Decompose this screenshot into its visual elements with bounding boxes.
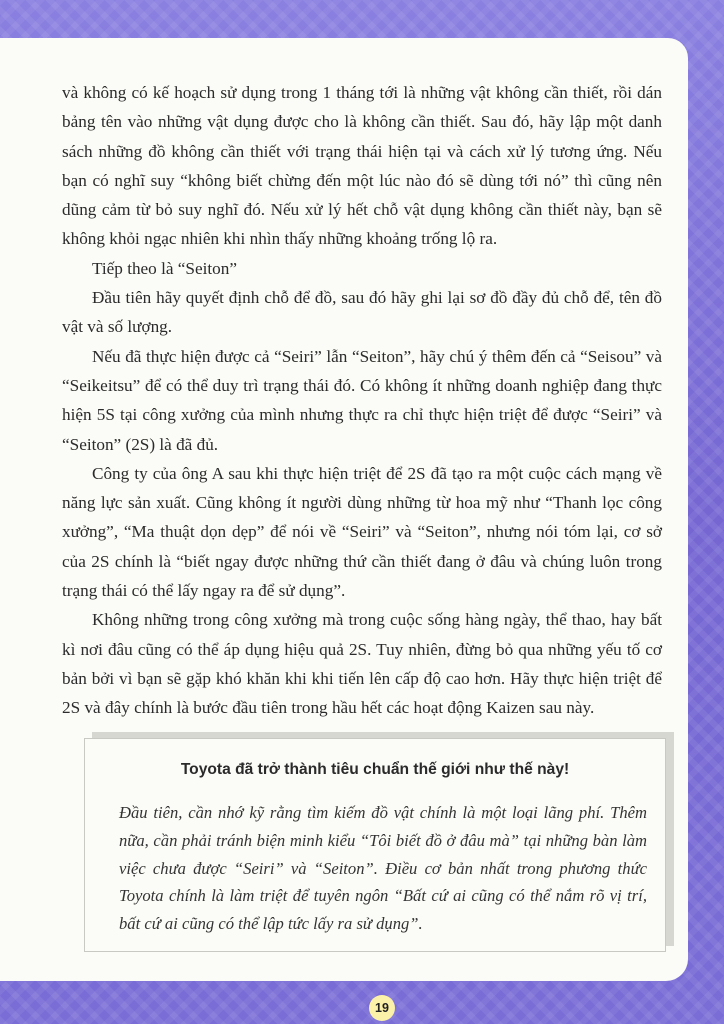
paragraph: Nếu đã thực hiện được cả “Seiri” lẫn “Seiton”, hãy chú ý thêm đến cả “Seisou” và “Seikeitsu” để có thể duy trì trạng thái đó. Có không ít những doanh nghiệp đang thực hiện 5S tại công xưởng của mình nhưng thực ra chỉ thực hiện triệt để được “Seiri” và “Seiton” (2S) là đã đủ. [62, 346, 662, 454]
callout-title: Toyota đã trở thành tiêu chuẩn thế giới như thế này! [180, 761, 570, 778]
callout-text: Đầu tiên, cần nhớ kỹ rằng tìm kiếm đồ vật chính là một loại lãng phí. Thêm nữa, cần phải tránh biện minh kiểu “Tôi biết đồ ở đâu mà” tại những bàn làm việc chưa được “Seiri” và “Seiton”. Điều cơ bản nhất trong phương thức Toyota chính là làm triệt để tuyên ngôn “Bất cứ ai cũng có thể nắm rõ vị trí, bất cứ ai cũng có thể lập tức lấy ra sử dụng”. [119, 803, 647, 934]
paragraph: Đầu tiên hãy quyết định chỗ để đồ, sau đó hãy ghi lại sơ đồ đầy đủ chỗ để, tên đồ vật và số lượng. [62, 288, 662, 337]
paragraph: Không những trong công xưởng mà trong cuộc sống hàng ngày, thể thao, hay bất kì nơi đâu cũng có thể áp dụng hiệu quả 2S. Tuy nhiên, đừng bỏ qua những yếu tố cơ bản bởi vì bạn sẽ gặp khó khăn khi khi tiến lên cấp độ cao hơn. Hãy thực hiện triệt để 2S và đây chính là bước đầu tiên trong hầu hết các hoạt động Kaizen sau này. [62, 610, 662, 718]
paragraph: Tiếp theo là “Seiton” [92, 258, 237, 278]
body-text [62, 78, 662, 723]
callout-box [84, 738, 666, 952]
page-number: 19 [369, 995, 395, 1021]
paragraph: Công ty của ông A sau khi thực hiện triệt để 2S đã tạo ra một cuộc cách mạng về năng lực sản xuất. Cũng không ít người dùng những từ hoa mỹ như “Thanh lọc công xưởng”, “Ma thuật dọn dẹp” để nói về “Seiri” và “Seiton”, nhưng nói tóm lại, cơ sở của 2S chính là “biết ngay được những thứ cần thiết đang ở đâu và chúng luôn trong trạng thái có thể lấy ngay ra để sử dụng”. [62, 463, 662, 601]
paragraph: và không có kế hoạch sử dụng trong 1 tháng tới là những vật không cần thiết, rồi dán bảng tên vào những vật dụng được cho là không cần thiết. Sau đó, hãy lập một danh sách những đồ không cần thiết với trạng thái hiện tại và cách xử lý tương ứng. Nếu bạn có nghĩ suy “không biết chừng đến một lúc nào đó sẽ dùng tới nó” thì cũng nên dũng cảm từ bỏ suy nghĩ đó. Nếu xử lý hết chỗ vật dụng không cần thiết này, bạn sẽ không khỏi ngạc nhiên khi nhìn thấy những khoảng trống lộ ra. [62, 83, 662, 249]
